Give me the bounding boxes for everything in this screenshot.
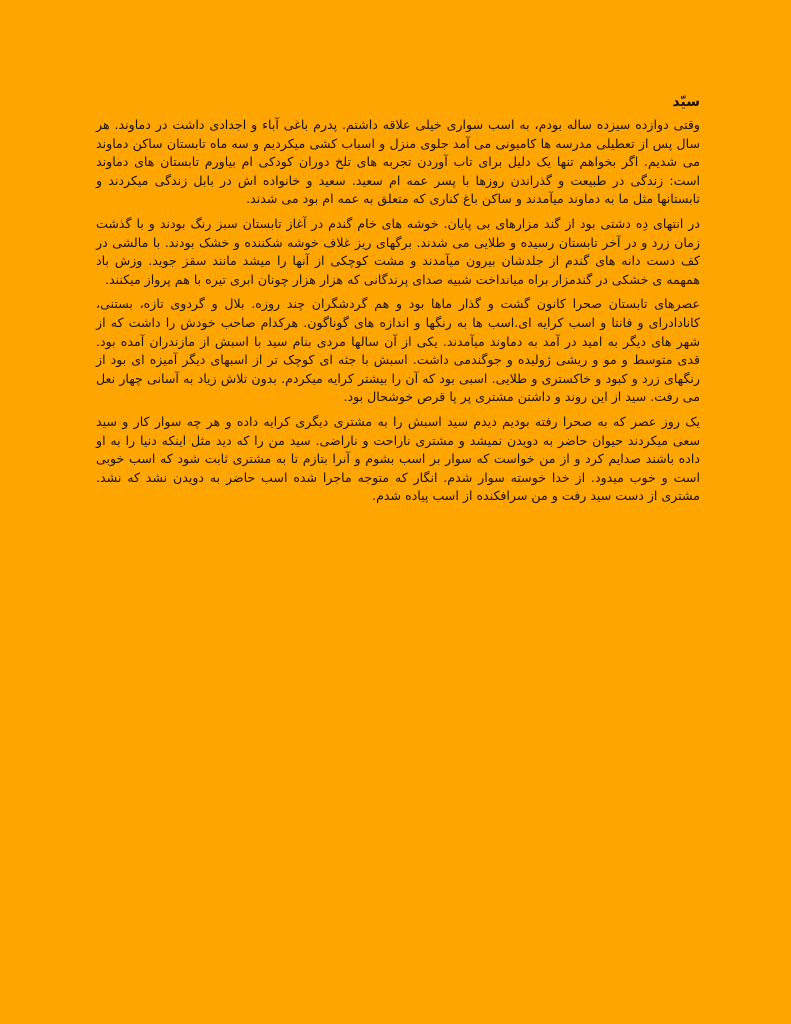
paragraph-3: عصرهای تابستان صحرا کانون گشت و گذار ماها بود و هم گردشگران چند روزه. بلال و گردوی تازه، بستنی، کانادادرای و فانتا و اسب کرایه ای.اسب ها به رنگها و اندازه های گوناگون. هرکدام صاحب خودش را داشت که از شهر های دیگر به امید در آمد به دماوند میآمدند. یکی از آن سالها مردی بنام سید با اسبش از مازندران آمده بود. قدی متوسط و مو و ریشی ژولیده و جوگندمی داشت. اسبش با جثه ای کوچک تر از اسبهای دیگر آمیزه ای بود از رنگهای زرد و کبود و خاکستری و طلایی. اسبی بود که آن را بیشتر کرایه میکردم. بدون تلاش زیاد به آسانی چهار نعل می رفت. سید از این روند و داشتن مشتری پر پا قرص خوشحال بود. bbox=[96, 296, 700, 405]
document-title: سیّد bbox=[672, 94, 700, 110]
document-body bbox=[96, 92, 700, 512]
paragraph-4: یک روز عصر که به صحرا رفته بودیم دیدم سید اسبش را به مشتری دیگری کرایه داده و هر چه سوار کار و سید سعی میکردند حیوان حاضر به دویدن نمیشد و مشتری ناراحت و ناراضی. سید من را که دید مثل اینکه دنیا را به او داده باشند صدایم کرد و از من خواست که سوار بر اسب بشوم و آنرا بتازم تا به مشتری ثابت شود که اسب خوبی است و خوب میدود. از خدا خوسته سوار شدم. انگار که متوجه ماجرا شده اسب حاضر به دویدن نشد که نشد. مشتری از دست سید رفت و من سرافکنده از اسب پیاده شدم. bbox=[96, 413, 700, 504]
paragraph-2: در انتهای دِه دشتی بود از گند مزارهای بی پایان. خوشه های خام گندم در آغاز تابستان سبز رنگ بودند و با گذشت زمان زرد و در آخر تابستان رسیده و طلایی می شدند. برگهای ریز غلاف خوشه شکننده و خشک بودند. با مالشی در کف دست دانه های گندم از جلدشان بیرون میآمدند و مشت کوچکی از آنها را میشد مانند سقز جوید. وزش باد همهمه ی خشکی در گندمزار براه میانداخت شبیه صدای پرندگانی که هزار هزار چونان ابری تیره با هم پرواز میکنند. bbox=[96, 215, 700, 287]
paragraph-1: وقتی دوازده سیزده ساله بودم، به اسب سواری خیلی علاقه داشتم. پدرم باغی آباء و اجدادی داشت در دماوند. هر سال پس از تعطیلی مدرسه ها کامیونی می آمد جلوی منزل و اسباب کشی میکردیم و سه ماه تابستان ساکن دماوند می شدیم. اگر بخواهم تنها یک دلیل برای تاب آوردن تجربه های تلخ دوران کودکی ام بیاورم تابستان های دماوند است: زندگی در طبیعت و گذراندن روزها با پسر عمه ام سعید. سعید و خانواده اش در بابل زندگی میکردند و تابستانها مثل ما به دماوند میآمدند و ساکن باغ کناری که متعلق به عمه ام بود می شدند. bbox=[96, 117, 700, 207]
